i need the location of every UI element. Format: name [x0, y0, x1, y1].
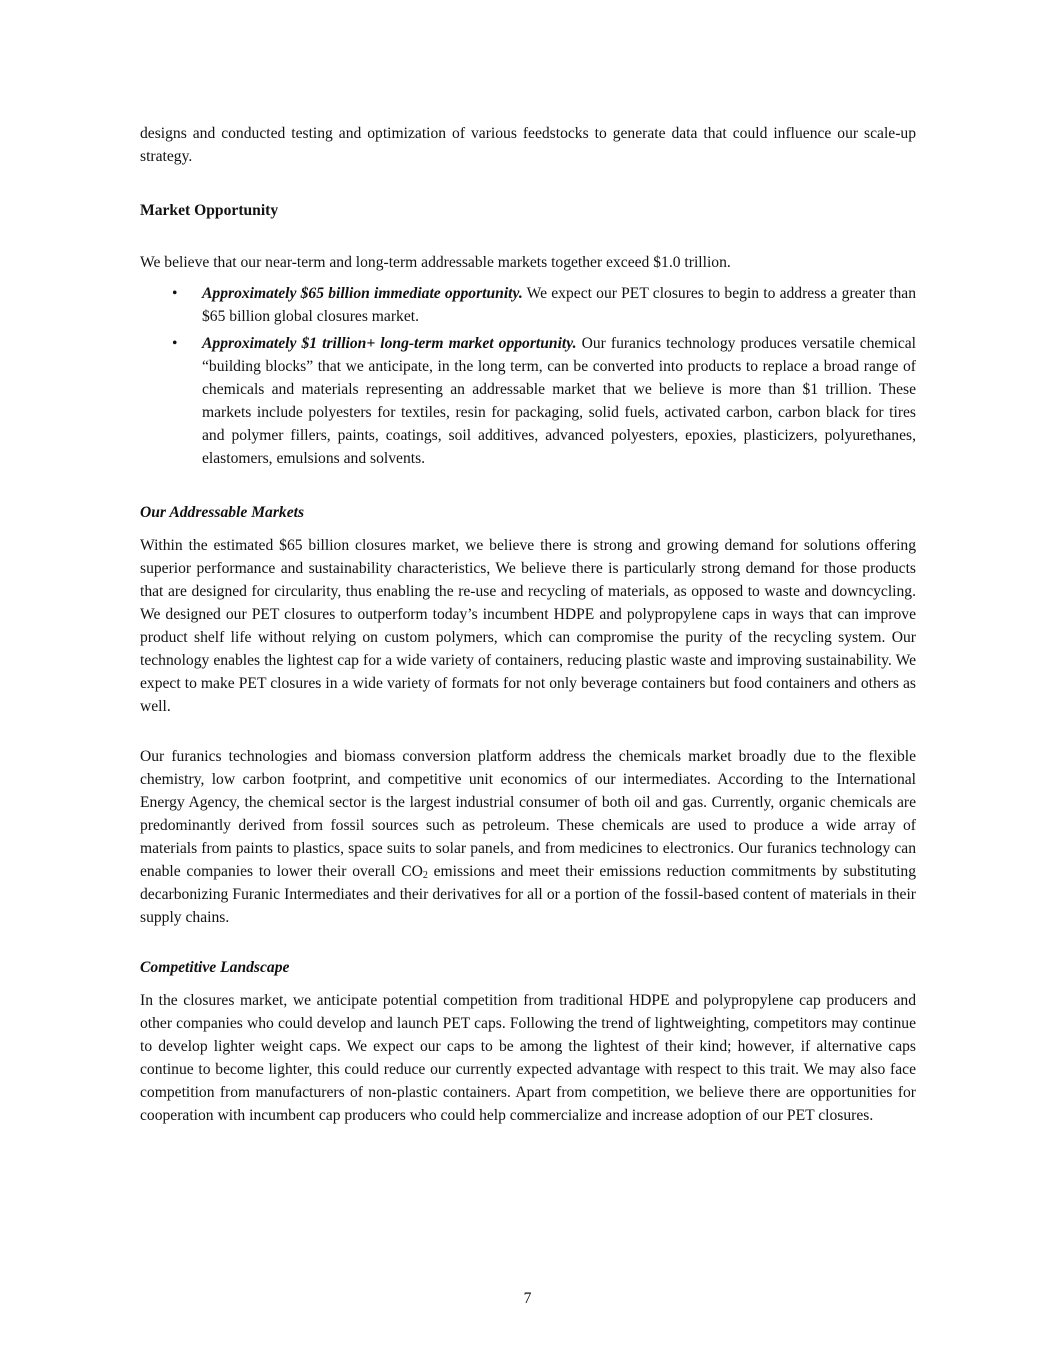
market-opportunity-lead: We believe that our near-term and long-term addressable markets together exceed $1.0 trillion. — [140, 254, 731, 271]
bullet-lead-phrase: Approximately $65 billion immediate opportunity. — [202, 285, 523, 302]
document-page — [140, 122, 916, 1127]
bullet-text: We expect our PET closures to begin to address a greater than $65 billion global closures market. — [202, 285, 916, 325]
page-number: 7 — [523, 1290, 532, 1307]
addressable-markets-paragraph-2 — [140, 745, 916, 929]
addressable-markets-heading: Our Addressable Markets — [140, 504, 305, 521]
competitive-landscape-paragraph: In the closures market, we anticipate potential competition from traditional HDPE and polypropylene cap producers and other companies who could develop and launch PET caps. Following the trend of lightweighting, competitors may continue to develop lighter weight caps. We expect our caps to be among the lightest of their kind; however, if alternative caps continue to become lighter, this could reduce our currently expected advantage with respect to this trait. We may also face competition from manufacturers of non-plastic containers. Apart from competition, we believe there are opportunities for cooperation with incumbent cap producers who could help commercialize and increase adoption of our PET closures. — [140, 992, 916, 1124]
market-opportunity-list — [140, 282, 916, 470]
competitive-landscape-heading: Competitive Landscape — [140, 959, 290, 976]
bullet-lead-phrase: Approximately $1 trillion+ long-term market opportunity. — [202, 335, 577, 352]
paragraph-text: Our furanics technologies and biomass conversion platform address the chemicals market broadly due to the flexible chemistry, low carbon footprint, and competitive unit economics of our intermediates. According to the International Energy Agency, the chemical sector is the largest industrial consumer of both oil and gas. Currently, organic chemicals are predominantly derived from fossil sources such as petroleum. These chemicals are used to produce a wide array of materials from paints to plastics, space suits to solar panels, and from medicines to electronics. Our furanics technology can enable companies to lower their overall CO — [140, 748, 916, 880]
list-item — [172, 332, 916, 470]
market-opportunity-heading: Market Opportunity — [140, 202, 279, 219]
intro-paragraph: designs and conducted testing and optimization of various feedstocks to generate data that could influence our scale-up strategy. — [140, 125, 916, 165]
bullet-icon: • — [172, 335, 178, 352]
bullet-icon: • — [172, 285, 178, 302]
paragraph-text: emissions and meet their emissions reduction commitments by substituting decarbonizing Furanic Intermediates and their derivatives for all or a portion of the fossil-based content of materials in their supply chains. — [140, 863, 916, 926]
bullet-text: Our furanics technology produces versatile chemical “building blocks” that we anticipate, in the long term, can be converted into products to replace a broad range of chemicals and materials representing an addressable market that we believe is more than $1 trillion. These markets include polyesters for textiles, resin for packaging, solid fuels, activated carbon, carbon black for tires and polymer fillers, paints, coatings, soil additives, advanced polyesters, epoxies, plasticizers, polyurethanes, elastomers, emulsions and solvents. — [202, 335, 916, 467]
list-item — [172, 282, 916, 328]
subscript-2: 2 — [422, 870, 428, 881]
addressable-markets-paragraph-1: Within the estimated $65 billion closures market, we believe there is strong and growing demand for solutions offering superior performance and sustainability characteristics, We believe there is particularly strong demand for those products that are designed for circularity, thus enabling the re-use and recycling of materials, as opposed to waste and downcycling. We designed our PET closures to outperform today’s incumbent HDPE and polypropylene caps in ways that can improve product shelf life without relying on custom polymers, which can compromise the purity of the recycling system. Our technology enables the lightest cap for a wide variety of containers, reducing plastic waste and improving sustainability. We expect to make PET closures in a wide variety of formats for not only beverage containers but food containers and others as well. — [140, 537, 916, 715]
